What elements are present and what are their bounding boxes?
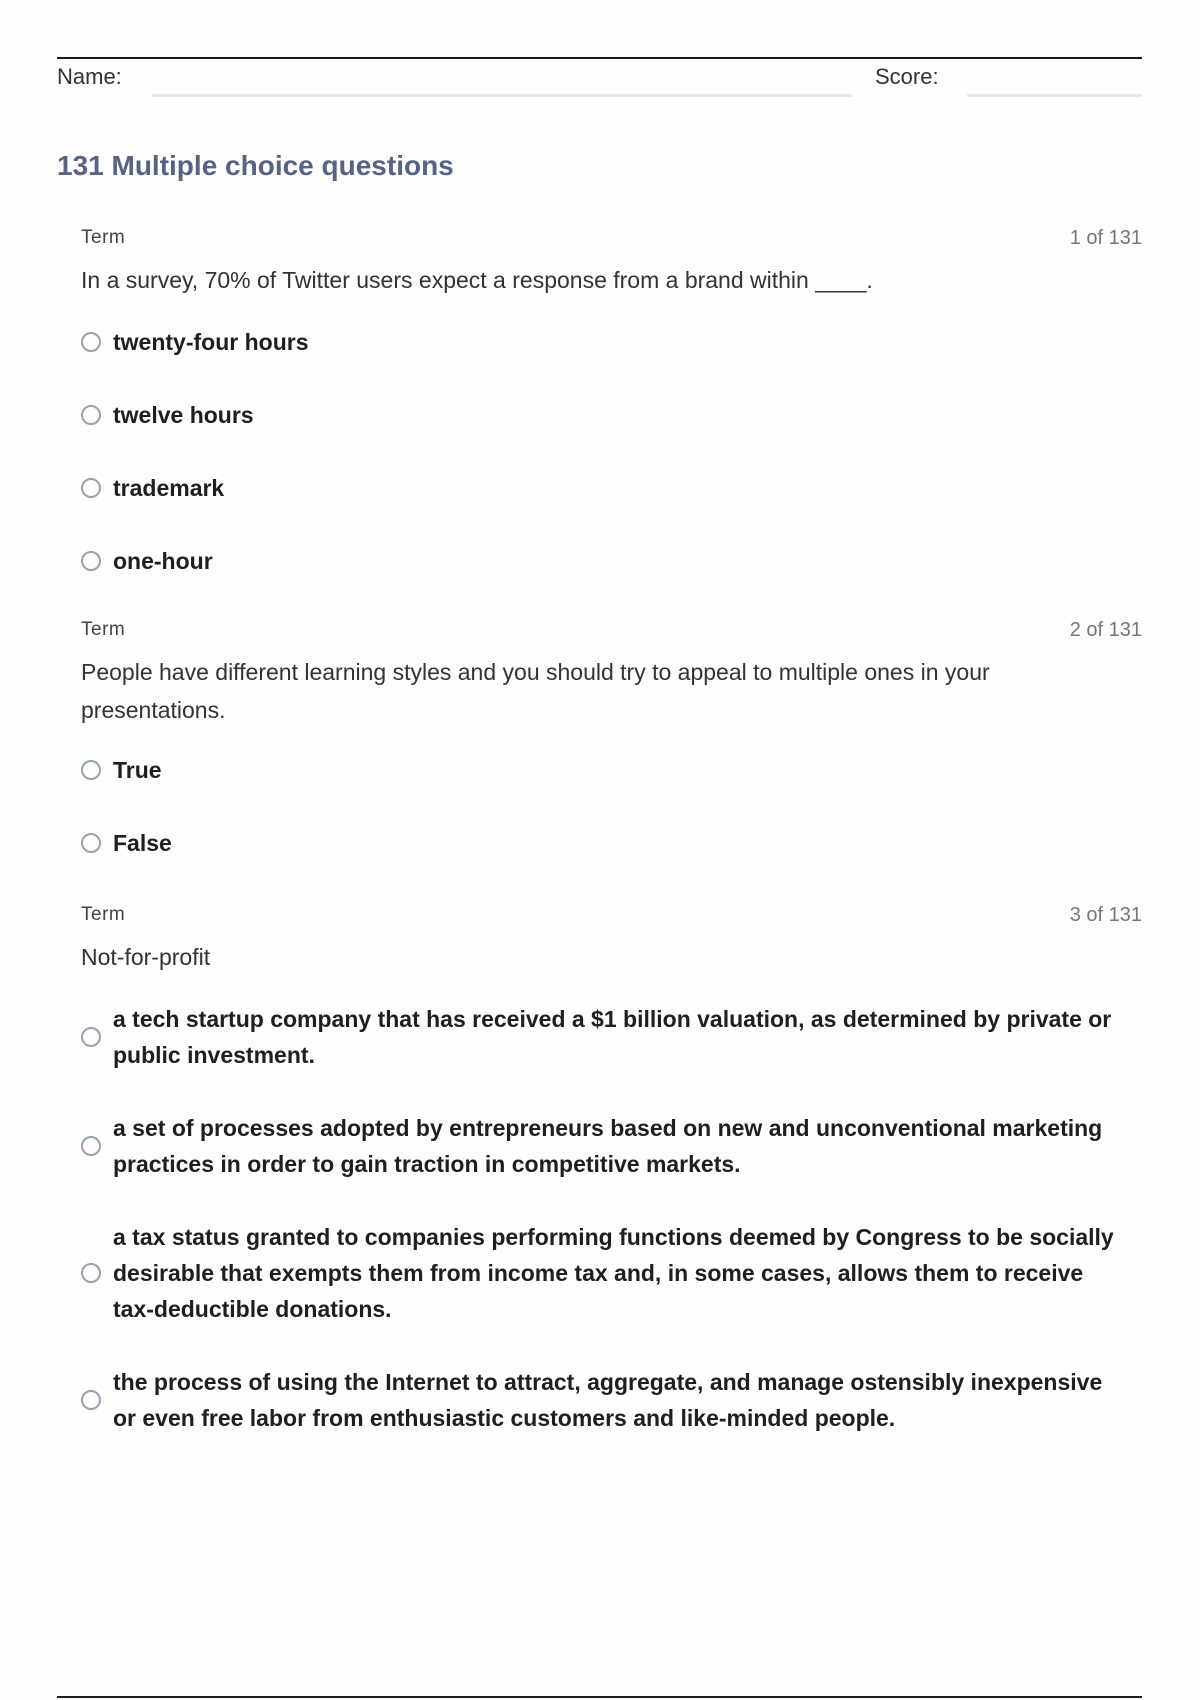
radio-icon[interactable] (81, 760, 101, 780)
answer-option[interactable] (81, 1110, 1121, 1182)
score-label: Score: (875, 64, 939, 89)
option-text: a tech startup company that has received a $1 billion valuation, as determined by private or public investment. (113, 1006, 1112, 1068)
option-text: trademark (113, 475, 225, 501)
question-prompt: People have different learning styles and you should try to appeal to multiple ones in your presentations. (81, 659, 990, 723)
answer-option[interactable] (81, 1364, 1121, 1436)
option-text: False (113, 830, 172, 856)
term-label: Term (81, 619, 126, 640)
option-text: one-hour (113, 548, 213, 574)
header-row (57, 60, 1142, 98)
radio-icon[interactable] (81, 405, 101, 425)
question-counter: 2 of 131 (1069, 619, 1142, 641)
term-label: Term (81, 227, 126, 248)
section-title: 131 Multiple choice questions (57, 150, 454, 181)
question-prompt: In a survey, 70% of Twitter users expect a response from a brand within ____. (81, 267, 873, 293)
top-rule (57, 57, 1142, 59)
option-text: twelve hours (113, 402, 254, 428)
bottom-rule (57, 1696, 1142, 1698)
question-counter: 3 of 131 (1069, 904, 1142, 926)
question-2 (81, 619, 1142, 856)
answer-option[interactable] (81, 324, 1142, 360)
radio-icon[interactable] (81, 1027, 101, 1047)
answer-option[interactable] (81, 825, 1142, 861)
answer-option[interactable] (81, 1001, 1121, 1073)
option-text: a tax status granted to companies performing functions deemed by Congress to be socially desirable that exempts them from income tax and, in some cases, allows them to receive tax-deductible donations. (113, 1224, 1114, 1322)
option-text: True (113, 757, 162, 783)
radio-icon[interactable] (81, 478, 101, 498)
question-prompt: Not-for-profit (81, 944, 211, 970)
option-text: twenty-four hours (113, 329, 309, 355)
option-text: the process of using the Internet to attract, aggregate, and manage ostensibly inexpensive or even free labor from enthusiastic customers and like-minded people. (113, 1369, 1103, 1431)
question-3 (81, 904, 1142, 1431)
question-1 (81, 227, 1142, 574)
name-field[interactable] (152, 94, 852, 97)
score-field[interactable] (967, 94, 1142, 97)
radio-icon[interactable] (81, 332, 101, 352)
name-label: Name: (57, 64, 122, 89)
radio-icon[interactable] (81, 833, 101, 853)
question-counter: 1 of 131 (1069, 227, 1142, 249)
option-text: a set of processes adopted by entrepreneurs based on new and unconventional marketing practices in order to gain traction in competitive markets. (113, 1115, 1103, 1177)
radio-icon[interactable] (81, 551, 101, 571)
answer-option[interactable] (81, 752, 1142, 788)
answer-option[interactable] (81, 1219, 1121, 1327)
radio-icon[interactable] (81, 1136, 101, 1156)
radio-icon[interactable] (81, 1263, 101, 1283)
radio-icon[interactable] (81, 1390, 101, 1410)
term-label: Term (81, 904, 126, 925)
answer-option[interactable] (81, 543, 1142, 579)
answer-option[interactable] (81, 397, 1142, 433)
answer-option[interactable] (81, 470, 1142, 506)
